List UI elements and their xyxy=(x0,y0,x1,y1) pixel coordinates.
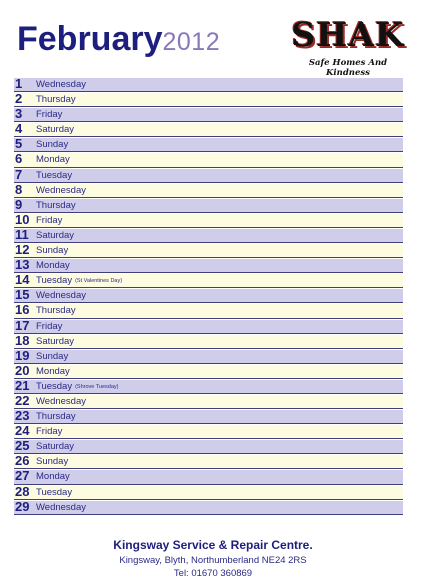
day-row xyxy=(14,440,403,454)
day-row xyxy=(14,380,403,394)
day-list xyxy=(14,78,403,516)
day-number: 11 xyxy=(15,228,29,242)
weekday-name: Thursday xyxy=(36,199,76,211)
weekday-label xyxy=(36,93,76,106)
day-row xyxy=(14,486,403,500)
holiday-note: (St Valentines Day) xyxy=(75,278,123,285)
weekday-name: Wednesday xyxy=(36,501,86,513)
day-row xyxy=(14,470,403,484)
weekday-name: Tuesday xyxy=(36,169,73,181)
day-number: 28 xyxy=(15,485,30,499)
weekday-label xyxy=(36,335,74,348)
day-row xyxy=(14,138,403,152)
day-row xyxy=(14,93,403,107)
day-number: 6 xyxy=(15,153,23,167)
weekday-name: Tuesday xyxy=(36,380,73,392)
day-row xyxy=(14,289,403,303)
day-row xyxy=(14,199,403,213)
day-row xyxy=(14,214,403,228)
weekday-label xyxy=(36,138,68,151)
weekday-name: Saturday xyxy=(36,441,75,453)
day-number: 23 xyxy=(15,410,30,424)
day-number: 22 xyxy=(15,394,30,408)
day-number: 1 xyxy=(15,78,23,91)
day-number: 12 xyxy=(15,244,30,258)
day-row xyxy=(14,365,403,379)
weekday-label xyxy=(36,259,70,272)
day-row xyxy=(14,410,403,424)
weekday-name: Thursday xyxy=(36,411,76,423)
calendar-header xyxy=(0,0,426,78)
business-phone: Tel: 01670 360869 xyxy=(173,568,253,579)
day-number: 27 xyxy=(15,470,30,484)
weekday-label xyxy=(36,380,119,394)
weekday-name: Saturday xyxy=(36,229,75,241)
weekday-label xyxy=(36,410,76,423)
day-row xyxy=(14,123,403,137)
weekday-label xyxy=(36,274,122,288)
weekday-name: Monday xyxy=(36,154,70,166)
day-row xyxy=(14,501,403,515)
weekday-label xyxy=(36,199,76,212)
day-number: 20 xyxy=(15,364,30,378)
weekday-name: Wednesday xyxy=(36,290,86,302)
day-number: 21 xyxy=(15,379,30,393)
weekday-label xyxy=(36,470,70,483)
weekday-label xyxy=(36,214,62,227)
weekday-name: Monday xyxy=(36,365,70,377)
day-number: 5 xyxy=(15,138,23,152)
weekday-label xyxy=(36,425,62,438)
weekday-name: Wednesday xyxy=(36,184,86,196)
weekday-name: Tuesday xyxy=(36,486,73,498)
weekday-label xyxy=(36,244,68,257)
weekday-name: Friday xyxy=(36,214,63,226)
weekday-label xyxy=(36,395,86,408)
weekday-label xyxy=(36,501,86,514)
day-row xyxy=(14,395,403,409)
shak-logo xyxy=(289,15,407,78)
weekday-name: Thursday xyxy=(36,305,76,317)
day-row xyxy=(14,350,403,364)
weekday-label xyxy=(36,455,68,468)
day-number: 24 xyxy=(15,425,30,439)
weekday-name: Saturday xyxy=(36,124,75,136)
day-row xyxy=(14,274,403,288)
day-row xyxy=(14,169,403,183)
weekday-label xyxy=(36,153,70,166)
weekday-name: Friday xyxy=(36,320,63,332)
weekday-label xyxy=(36,229,74,242)
day-number: 10 xyxy=(15,213,30,227)
day-number: 15 xyxy=(15,289,30,303)
weekday-name: Sunday xyxy=(36,456,69,468)
day-row xyxy=(14,184,403,198)
weekday-name: Thursday xyxy=(36,94,76,106)
weekday-name: Sunday xyxy=(36,245,69,257)
year-label: 2012 xyxy=(162,28,221,56)
weekday-name: Wednesday xyxy=(36,79,86,90)
weekday-label xyxy=(36,320,62,333)
business-name: Kingsway Service & Repair Centre. xyxy=(113,538,313,552)
day-number: 17 xyxy=(15,319,30,333)
day-row xyxy=(14,320,403,334)
footer xyxy=(0,538,426,580)
day-number: 13 xyxy=(15,259,30,273)
page-title xyxy=(17,22,220,56)
weekday-label xyxy=(36,350,68,363)
business-address: Kingsway, Blyth, Northumberland NE24 2RS xyxy=(119,555,307,566)
weekday-label xyxy=(36,108,62,121)
weekday-name: Monday xyxy=(36,260,70,272)
day-number: 29 xyxy=(15,500,30,514)
day-number: 7 xyxy=(15,168,23,182)
day-row xyxy=(14,335,403,349)
day-row xyxy=(14,108,403,122)
weekday-name: Monday xyxy=(36,471,70,483)
day-row xyxy=(14,259,403,273)
weekday-label xyxy=(36,486,72,499)
day-number: 16 xyxy=(15,304,30,318)
day-number: 25 xyxy=(15,440,30,454)
day-row xyxy=(14,304,403,318)
weekday-name: Sunday xyxy=(36,139,69,151)
day-row xyxy=(14,153,403,167)
logo-tagline: Safe Homes And Kindness xyxy=(308,58,388,78)
weekday-name: Friday xyxy=(36,426,63,438)
weekday-name: Friday xyxy=(36,109,63,121)
holiday-note: (Shrove Tuesday) xyxy=(75,383,119,390)
weekday-label xyxy=(36,289,86,302)
day-number: 14 xyxy=(15,274,30,288)
day-row xyxy=(14,455,403,469)
day-number: 8 xyxy=(15,183,23,197)
day-number: 19 xyxy=(15,349,30,363)
weekday-label xyxy=(36,169,72,182)
day-number: 9 xyxy=(15,198,23,212)
weekday-name: Tuesday xyxy=(36,275,73,287)
day-row xyxy=(14,229,403,243)
weekday-label xyxy=(36,365,70,378)
weekday-name: Saturday xyxy=(36,335,75,347)
day-number: 3 xyxy=(15,108,23,122)
day-row xyxy=(14,244,403,258)
logo-wordmark: SHAK xyxy=(291,15,405,54)
day-number: 18 xyxy=(15,334,30,348)
weekday-name: Wednesday xyxy=(36,395,86,407)
weekday-label xyxy=(36,304,76,317)
month-name: February xyxy=(17,20,163,58)
day-number: 2 xyxy=(15,93,23,107)
weekday-label xyxy=(36,78,86,91)
day-row xyxy=(14,78,403,92)
weekday-name: Sunday xyxy=(36,350,69,362)
weekday-label xyxy=(36,123,74,136)
weekday-label xyxy=(36,440,74,453)
day-number: 4 xyxy=(15,123,23,137)
day-number: 26 xyxy=(15,455,30,469)
weekday-label xyxy=(36,184,86,197)
day-row xyxy=(14,425,403,439)
